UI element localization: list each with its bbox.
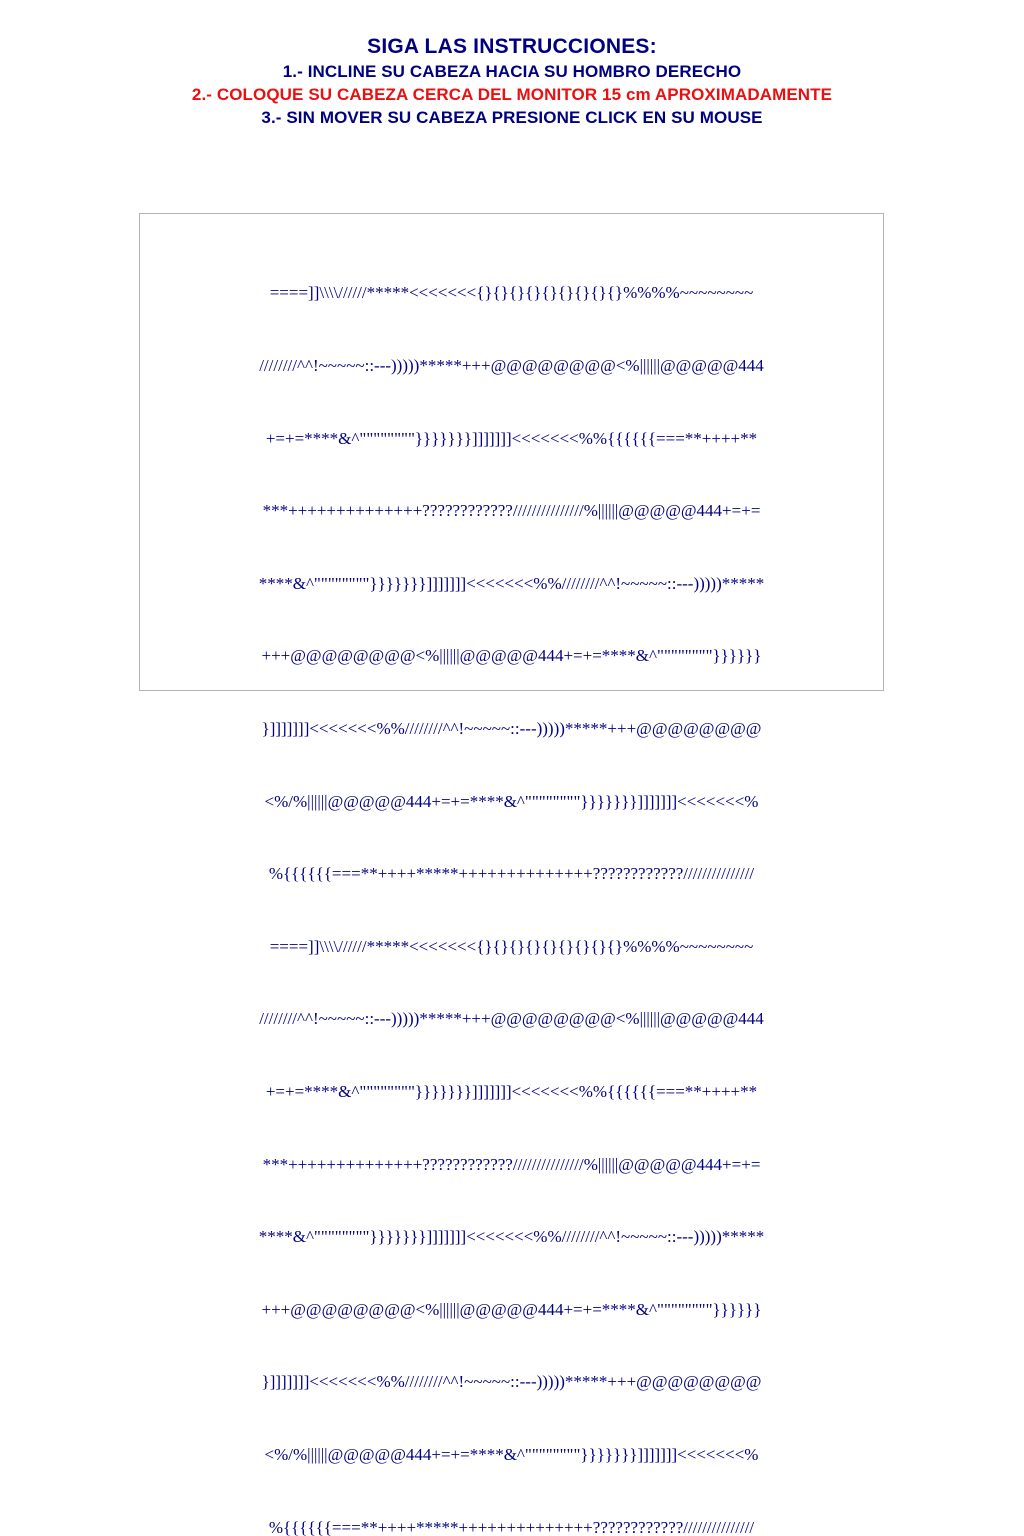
instruction-step-3: 3.- SIN MOVER SU CABEZA PRESIONE CLICK EN SU MOUSE	[0, 106, 1024, 129]
character-line: }]]]]]]]<<<<<<<%%////////^^!~~~~~::---)))))*****+++@@@@@@@@	[140, 1370, 883, 1394]
instructions-header	[0, 33, 1024, 129]
character-line: ====]]\\\\//////*****<<<<<<<{}{}{}{}{}{}{}{}{}%%%%~~~~~~~~	[140, 935, 883, 959]
character-line: ////////^^!~~~~~::---)))))*****+++@@@@@@@@<%||||||@@@@@444	[140, 1007, 883, 1031]
character-line: +=+=****&^""""""""}}}}}}}]]]]]]]<<<<<<<%%{{{{{{===**++++**	[140, 1080, 883, 1104]
character-line: <%/%||||||@@@@@444+=+=****&^""""""""}}}}}}}]]]]]]]<<<<<<<%	[140, 790, 883, 814]
character-line: %{{{{{{===**++++*****++++++++++++++????????????///////////////	[140, 862, 883, 886]
character-line: ***++++++++++++++????????????///////////////%||||||@@@@@444+=+=	[140, 1153, 883, 1177]
character-line: <%/%||||||@@@@@444+=+=****&^""""""""}}}}}}}]]]]]]]<<<<<<<%	[140, 1443, 883, 1467]
instruction-step-2: 2.- COLOQUE SU CABEZA CERCA DEL MONITOR 15 cm APROXIMADAMENTE	[0, 83, 1024, 106]
character-line: %{{{{{{===**++++*****++++++++++++++????????????///////////////	[140, 1516, 883, 1536]
character-line: ////////^^!~~~~~::---)))))*****+++@@@@@@@@<%||||||@@@@@444	[140, 354, 883, 378]
character-line: +++@@@@@@@@<%||||||@@@@@444+=+=****&^""""""""}}}}}}	[140, 1298, 883, 1322]
character-line: ====]]\\\\//////*****<<<<<<<{}{}{}{}{}{}{}{}{}%%%%~~~~~~~~	[140, 281, 883, 305]
character-line: ****&^""""""""}}}}}}}]]]]]]]<<<<<<<%%////////^^!~~~~~::---)))))*****	[140, 1225, 883, 1249]
page-title: SIGA LAS INSTRUCCIONES:	[0, 33, 1024, 60]
character-line: ***++++++++++++++????????????///////////////%||||||@@@@@444+=+=	[140, 499, 883, 523]
character-art	[140, 233, 883, 1536]
character-line: +++@@@@@@@@<%||||||@@@@@444+=+=****&^""""""""}}}}}}	[140, 644, 883, 668]
character-line: }]]]]]]]<<<<<<<%%////////^^!~~~~~::---)))))*****+++@@@@@@@@	[140, 717, 883, 741]
character-line: ****&^""""""""}}}}}}}]]]]]]]<<<<<<<%%////////^^!~~~~~::---)))))*****	[140, 572, 883, 596]
character-line: +=+=****&^""""""""}}}}}}}]]]]]]]<<<<<<<%%{{{{{{===**++++**	[140, 427, 883, 451]
instruction-step-1: 1.- INCLINE SU CABEZA HACIA SU HOMBRO DERECHO	[0, 60, 1024, 83]
hidden-image-panel[interactable]	[139, 213, 884, 691]
